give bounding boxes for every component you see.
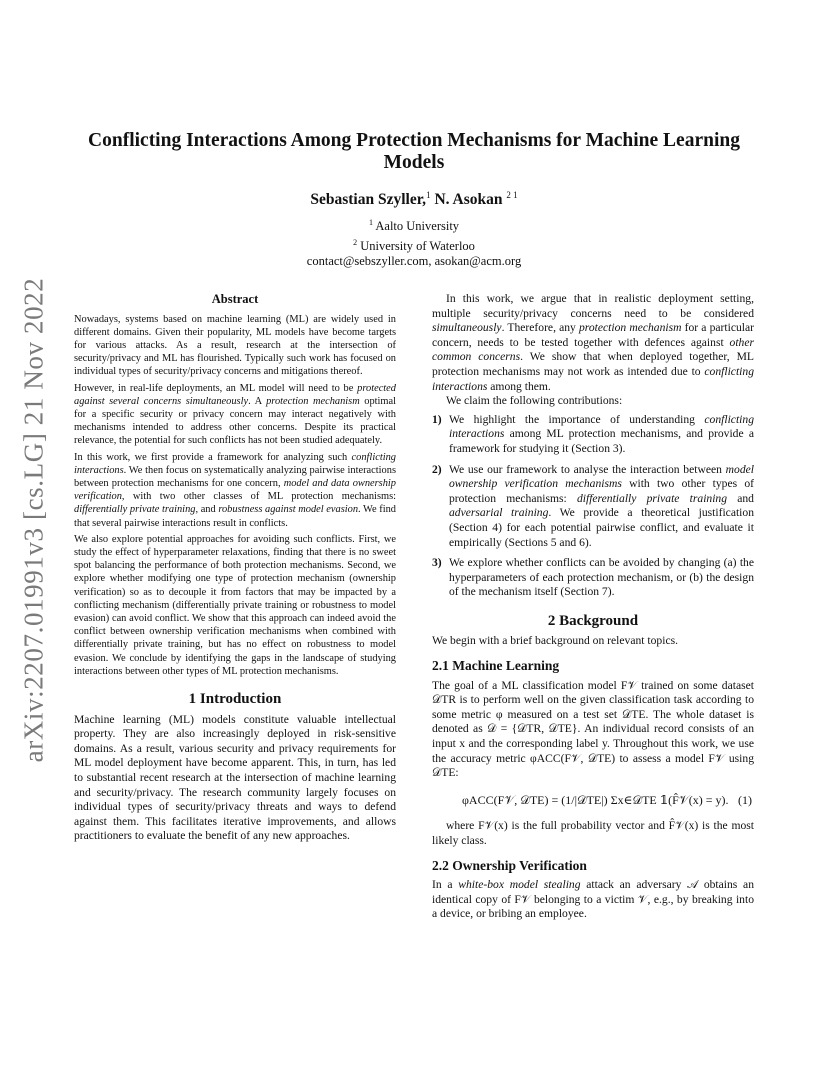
emphasis: protected against several concerns simultaneously [74,382,396,407]
paper-title: Conflicting Interactions Among Protection Mechanisms for Machine Learning Models [88,130,740,173]
text-run: . We provide a theoretical justification (Section 4) for each potential pairwise conflict, and evaluate it empirically (Sections 5 and 6). [449,506,754,549]
list-item-number: 1) [432,412,442,426]
affiliation-2 [74,235,754,255]
section-heading-introduction: 1 Introduction [188,691,282,708]
author-2: N. Asokan [430,191,507,209]
list-item [432,413,754,457]
text-run: In a [432,878,459,892]
text-run: attack an adversary 𝒜 obtains an identical copy of F𝒱 belonging to a victim 𝒱, e.g., by breaking into a device, or bribing an employee. [432,878,754,921]
emphasis: protection mechanism [578,321,682,335]
author-list [74,190,754,209]
author-1-affil: 1 [426,190,431,200]
emphasis: protection mechanism [266,395,360,407]
ownership-paragraph [432,878,754,922]
right-column [432,292,754,922]
list-item [432,556,754,600]
text-run: We highlight the importance of understanding [449,412,705,426]
left-column [74,292,396,844]
equation-body: φACC(F𝒱, 𝒟TE) = (1/|𝒟TE|) Σx∈𝒟TE 𝟙(F̂𝒱(x) = y). [462,792,729,807]
text-run: . We show that when deployed together, ML protection mechanisms may not work as intended due to [432,350,754,378]
abstract-paragraph-3 [74,451,396,530]
emphasis: simultaneously [432,321,502,335]
emphasis: white-box model stealing [458,878,581,892]
intro-paragraph-2 [432,292,754,394]
subsection-heading-ownership: 2.2 Ownership Verification [432,857,587,873]
text-run: However, in real-life deployments, an ML model will need to be [74,382,358,394]
abstract-paragraph-4: We also explore potential approaches for avoiding such conflicts. First, we study the effect of hyperparameter relaxations, finding that there is no sweet spot balancing the performance of both protection mechanisms. Second, we explore whether modifying one type of protection mechanism (ownership verification) so as to decouple it from factors that may be impacted by a conflicting mechanism (differentially private training or robustness to model evasion) can avoid conflict. We show that this approach can indeed avoid the conflict between ownership verification mechanisms when combined with differentially private training, but has no effect on robustness to model evasion. We conclude by identifying the gaps in the landscape of studying interactions between other types of ML protection mechanisms. [74,533,396,677]
abstract-heading: Abstract [211,292,259,306]
affiliation-2-name: University of Waterloo [357,238,475,253]
background-paragraph: We begin with a brief background on relevant topics. [432,634,678,648]
text-run: . We find that several pairwise interactions result in conflicts. [74,504,397,529]
emphasis: robustness against model evasion [218,504,359,516]
equation-explanation: where F𝒱(x) is the full probability vector and F̂𝒱(x) is the most likely class. [432,819,754,847]
emphasis: conflicting interactions [432,364,754,393]
text-run: We explore whether conflicts can be avoided by changing (a) the hyperparameters of each protection mechanism, or (b) the design of the mechanism itself (Section 7). [449,556,754,599]
affiliation-2-mark: 2 [353,237,358,247]
emphasis: differentially private training [74,504,196,516]
text-run: We use our framework to analyse the interaction between [449,462,726,476]
emphasis: adversarial training [449,506,549,520]
ml-paragraph: The goal of a ML classification model F𝒱 trained on some dataset 𝒟TR is to perform well on the given classification task according to some metric φ measured on a test set 𝒟TE. The whole dataset is denoted as 𝒟 = {𝒟TR, 𝒟TE}. An individual record consists of an input x and the corresponding label y. Throughout this work, we use the accuracy metric φACC(F𝒱, 𝒟TE) to assess a model F𝒱 using 𝒟TE: [432,678,754,780]
text-run: . We then focus on systematically analyzing pairwise interactions between protection mechanisms for one concern, [74,464,396,490]
author-2-affil: 2 1 [506,190,518,200]
text-run: among them. [487,379,551,393]
emphasis: conflicting interactions [449,412,754,441]
emphasis: model ownership verification mechanisms [449,462,754,491]
section-heading-background: 2 Background [547,612,639,629]
affiliation-1-mark: 1 [368,218,373,228]
text-run: . Therefore, any [501,321,579,335]
equation-number: (1) [738,792,752,807]
text-run: In this work, we argue that in realistic deployment setting, multiple security/privacy concerns need to be considered [432,292,754,320]
affiliations [74,215,754,270]
abstract-paragraph-1: Nowadays, systems based on machine learning (ML) are widely used in different domains. Given their popularity, ML models have become targets for various attacks. As a result, research at the intersection of security/privacy and ML has flourished. Typically such work has focused on individual types of security/privacy concerns and mitigations thereof. [74,313,396,378]
affiliation-1 [74,215,754,235]
subsection-heading-ml: 2.1 Machine Learning [432,658,560,674]
text-run: among ML protection mechanisms, and provide a framework for studying it (Section 3). [449,427,754,455]
affiliation-1-name: Aalto University [372,219,460,234]
text-run: and [727,491,754,505]
contributions-list [432,413,754,600]
text-run: , with two other classes of ML protection mechanisms: [121,491,396,503]
text-run: , and [195,504,219,516]
author-1: Sebastian Szyller, [310,191,427,209]
list-item [432,463,754,551]
emphasis: differentially private training [576,491,728,505]
text-run: for a particular concern, needs to be tested together with defences against [432,321,754,349]
author-emails: contact@sebszyller.com, asokan@acm.org [306,254,522,269]
list-item-number: 2) [432,462,442,476]
text-run: In this work, we first provide a framework for analyzing such [74,451,352,463]
abstract-section [74,292,396,678]
text-run: with two other types of protection mechanisms: [449,477,754,505]
intro-paragraph-3: We claim the following contributions: [446,394,623,408]
text-run: optimal for a specific security or privacy concern may interact negatively with mechanisms intended to address other concerns. Despite its practical relevance, the potential for such conflicts has not been studied adequately. [74,395,397,447]
equation-1 [432,793,754,808]
list-item-number: 3) [432,556,442,570]
text-run: . A [248,395,267,407]
abstract-paragraph-2 [74,382,396,448]
arxiv-stamp [14,277,54,763]
intro-paragraph-1: Machine learning (ML) models constitute valuable intellectual property. They are also increasingly deployed in risk-sensitive domains. As a result, various security and privacy requirements for ML model deployment have become apparent. This, in turn, has led to substantial recent research at the intersection of machine learning and security/privacy. The research community largely focuses on individual types of security/privacy threats and ways to defend against them. This facilitates iterative improvements, and allows practitioners to evaluate the benefit of any new approaches. [74,712,396,843]
emphasis: model and data ownership verification [74,478,396,503]
paper-header [74,130,754,270]
emphasis: other common concerns [432,335,754,364]
arxiv-stamp-text: arXiv:2207.01991v3 [cs.LG] 21 Nov 2022 [18,277,49,763]
emphasis: conflicting interactions [74,451,396,476]
